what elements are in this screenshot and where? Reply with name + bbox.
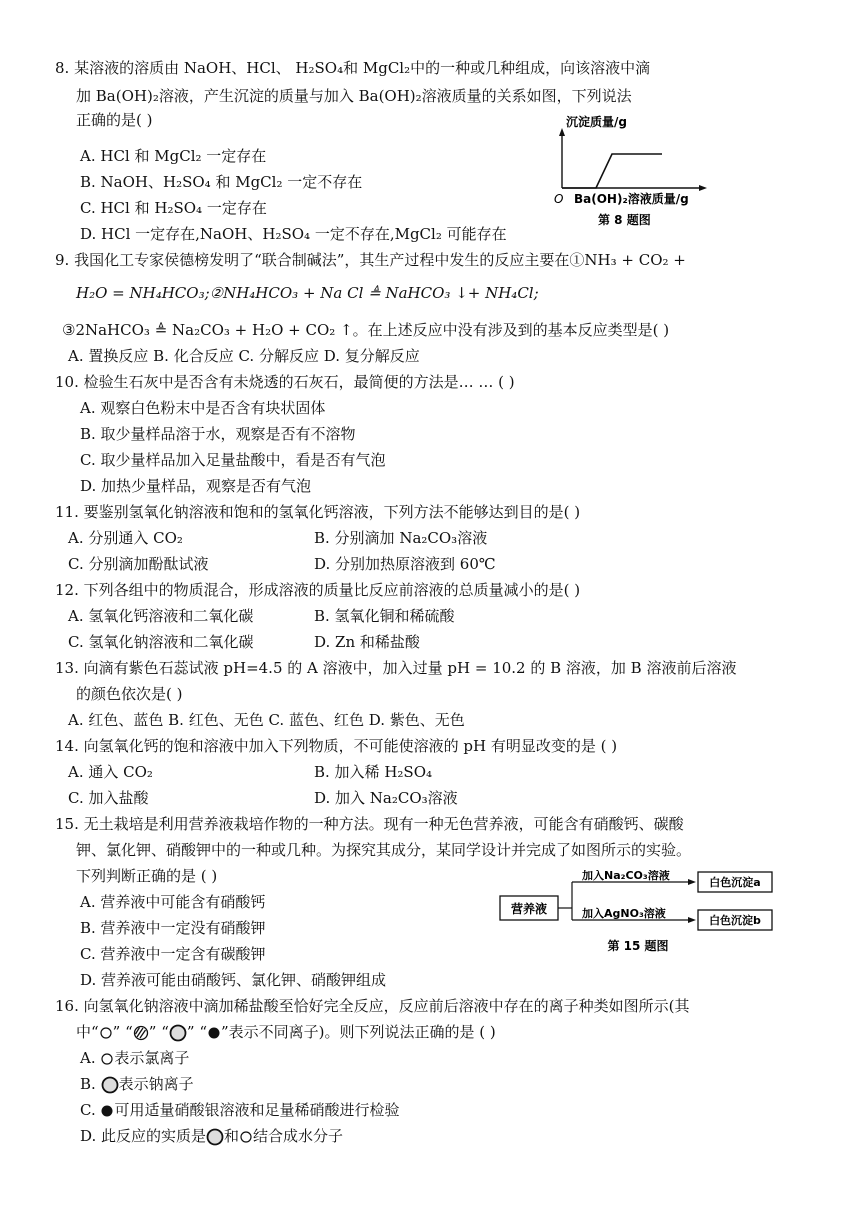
q16-stem-text: ” “ (186, 1023, 207, 1041)
q15-fig-box-label: 营养液 (510, 902, 548, 916)
q15-figure (498, 870, 780, 954)
q8-fig-origin: O (554, 192, 564, 206)
q16-stem-text: 中“ (76, 1023, 99, 1041)
q12-option-c: C. 氢氧化钠溶液和二氧化碳 (68, 633, 254, 651)
q9-stem-line2: H₂O = NH₄HCO₃;②NH₄HCO₃ + Na Cl ≜ NaHCO₃ ↓+ NH₄Cl; (76, 284, 539, 302)
filled-circle-icon (207, 1026, 221, 1040)
q12-stem: 12. 下列各组中的物质混合，形成溶液的质量比反应前溶液的总质量减小的是( ) (55, 581, 581, 599)
q16-option-a-text: 表示氯离子 (114, 1049, 190, 1067)
q8-option-d: D. HCl 一定存在,NaOH、H₂SO₄ 一定不存在,MgCl₂ 可能存在 (80, 225, 507, 243)
q16-stem-line1: 16. 向氢氧化钠溶液中滴加稀盐酸至恰好完全反应，反应前后溶液中存在的离子种类如图所示(其 (55, 997, 690, 1015)
small-circle-icon (99, 1026, 113, 1040)
q16-stem-line2 (76, 1022, 496, 1042)
q8-fig-curve (562, 154, 662, 188)
q13-stem-line1: 13. 向滴有紫色石蕊试液 pH=4.5 的 A 溶液中，加入过量 pH = 10.2 的 B 溶液，加 B 溶液前后溶液 (55, 659, 737, 677)
q14-option-c: C. 加入盐酸 (68, 789, 149, 807)
q8-fig-xarrow (699, 185, 707, 191)
q14-stem: 14. 向氢氧化钙的饱和溶液中加入下列物质，不可能使溶液的 pH 有明显改变的是 ( ) (55, 737, 618, 755)
q15-fig-caption: 第 15 题图 (607, 939, 669, 953)
q10-option-d: D. 加热少量样品，观察是否有气泡 (80, 477, 312, 495)
q11-option-d: D. 分别加热原溶液到 60℃ (314, 555, 496, 573)
q15-fig-top-result: 白色沉淀a (709, 876, 761, 889)
q8-option-b: B. NaOH、H₂SO₄ 和 MgCl₂ 一定不存在 (80, 173, 363, 191)
q8-stem-line2: 加 Ba(OH)₂溶液，产生沉淀的质量与加入 Ba(OH)₂溶液质量的关系如图，下列说法 (76, 87, 632, 105)
q16-option-a-letter: A. (80, 1049, 101, 1067)
q16-option-a (80, 1048, 189, 1068)
q8-figure (552, 110, 712, 230)
q15-fig-top-arrowhead (688, 879, 696, 885)
q10-option-a: A. 观察白色粉末中是否含有块状固体 (80, 399, 326, 417)
q15-fig-top-arrow-label: 加入Na₂CO₃溶液 (582, 870, 670, 882)
q13-stem-line2: 的颜色依次是( ) (76, 685, 183, 703)
q16-option-d-text: 和 (224, 1127, 240, 1145)
q14-option-b: B. 加入稀 H₂SO₄ (314, 763, 433, 781)
q12-option-a: A. 氢氧化钙溶液和二氧化碳 (68, 607, 254, 625)
q11-option-c: C. 分别滴加酚酞试液 (68, 555, 209, 573)
q10-stem: 10. 检验生石灰中是否含有未烧透的石灰石，最简便的方法是… … ( ) (55, 373, 515, 391)
large-circle-icon (206, 1128, 224, 1146)
q16-option-d-text: 结合成水分子 (253, 1127, 344, 1145)
q16-option-b (80, 1074, 194, 1094)
q15-fig-bot-arrow-label: 加入AgNO₃溶液 (582, 907, 666, 920)
small-circle-icon (100, 1052, 114, 1066)
q16-option-d-text: D. 此反应的实质是 (80, 1127, 207, 1145)
q8-stem-line3: 正确的是( ) (76, 111, 153, 129)
q15-stem-line2: 钾、氯化钾、硝酸钾中的一种或几种。为探究其成分，某同学设计并完成了如图所示的实验。 (76, 841, 692, 859)
q16-stem-text: ” “ (112, 1023, 133, 1041)
q16-option-d (80, 1126, 343, 1146)
q12-option-d: D. Zn 和稀盐酸 (314, 633, 420, 651)
q8-fig-yarrow (559, 128, 565, 136)
q11-option-a: A. 分别通入 CO₂ (68, 529, 183, 547)
q16-option-c-letter: C. (80, 1101, 101, 1119)
q11-stem: 11. 要鉴别氢氧化钠溶液和饱和的氢氧化钙溶液，下列方法不能够达到目的是( ) (55, 503, 581, 521)
q8-option-c: C. HCl 和 H₂SO₄ 一定存在 (80, 199, 267, 217)
q14-option-d: D. 加入 Na₂CO₃溶液 (314, 789, 458, 807)
q9-stem-line3: ③2NaHCO₃ ≜ Na₂CO₃ + H₂O + CO₂ ↑。在上述反应中没有涉及到的基本反应类型是( ) (62, 321, 670, 339)
q15-option-a: A. 营养液中可能含有硝酸钙 (80, 893, 266, 911)
q14-option-a: A. 通入 CO₂ (68, 763, 153, 781)
q15-stem-line3: 下列判断正确的是 ( ) (76, 867, 218, 885)
q10-option-c: C. 取少量样品加入足量盐酸中，看是否有气泡 (80, 451, 386, 469)
q10-option-b: B. 取少量样品溶于水，观察是否有不溶物 (80, 425, 356, 443)
q8-option-a: A. HCl 和 MgCl₂ 一定存在 (80, 147, 267, 165)
q9-options: A. 置换反应 B. 化合反应 C. 分解反应 D. 复分解反应 (68, 347, 420, 365)
q13-options: A. 红色、蓝色 B. 红色、无色 C. 蓝色、红色 D. 紫色、无色 (68, 711, 465, 729)
q15-option-b: B. 营养液中一定没有硝酸钾 (80, 919, 266, 937)
q16-option-b-letter: B. (80, 1075, 101, 1093)
filled-circle-icon (100, 1104, 114, 1118)
q16-option-c-text: 可用适量硝酸银溶液和足量稀硝酸进行检验 (114, 1101, 400, 1119)
q8-fig-xlabel: Ba(OH)₂溶液质量/g (574, 192, 689, 206)
q16-stem-text: ” “ (148, 1023, 169, 1041)
q15-option-c: C. 营养液中一定含有碳酸钾 (80, 945, 266, 963)
q15-fig-bot-result: 白色沉淀b (709, 914, 761, 927)
q15-option-d: D. 营养液可能由硝酸钙、氯化钾、硝酸钾组成 (80, 971, 387, 989)
q9-stem-line1: 9. 我国化工专家侯德榜发明了“联合制碱法”，其生产过程中发生的反应主要在①NH₃ + CO₂ + (55, 251, 686, 269)
hatched-circle-icon (133, 1025, 149, 1041)
q12-option-b: B. 氢氧化铜和稀硫酸 (314, 607, 455, 625)
q15-stem-line1: 15. 无土栽培是利用营养液栽培作物的一种方法。现有一种无色营养液，可能含有硝酸钙、碳酸 (55, 815, 684, 833)
q11-option-b: B. 分别滴加 Na₂CO₃溶液 (314, 529, 488, 547)
large-circle-icon (101, 1076, 119, 1094)
q16-option-c (80, 1100, 400, 1120)
q16-option-b-text: 表示钠离子 (118, 1075, 194, 1093)
q8-stem-line1: 8. 某溶液的溶质由 NaOH、HCl、 H₂SO₄和 MgCl₂中的一种或几种组成，向该溶液中滴 (55, 59, 651, 77)
large-circle-icon (169, 1024, 187, 1042)
q8-fig-caption: 第 8 题图 (598, 213, 651, 227)
q8-fig-ylabel: 沉淀质量/g (566, 115, 627, 129)
small-circle-icon (239, 1130, 253, 1144)
q15-fig-bot-arrowhead (688, 917, 696, 923)
q16-stem-text: ”表示不同离子)。则下列说法正确的是 ( ) (221, 1023, 496, 1041)
